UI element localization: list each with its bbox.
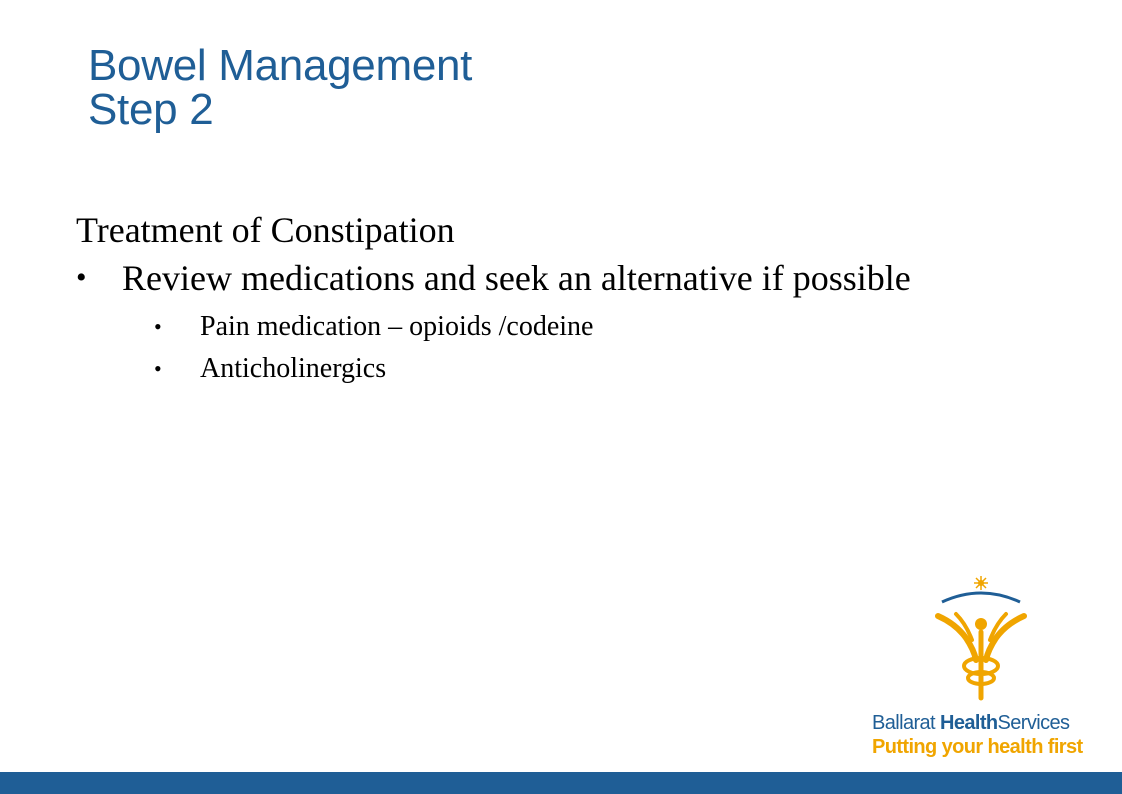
bullet-item	[76, 256, 976, 300]
sub-bullet-text: Anticholinergics	[200, 353, 387, 384]
slide-title-line-1: Bowel Management	[88, 41, 473, 90]
sub-bullet-list	[76, 306, 976, 390]
slide-title	[88, 41, 473, 134]
organization-name: Ballarat HealthServices	[872, 712, 1070, 734]
ballarat-health-services-figure-icon	[926, 574, 1036, 706]
sub-bullet-text: Pain medication – opioids /codeine	[200, 311, 594, 342]
sub-bullet-dot-icon: •	[154, 356, 162, 381]
slide-body	[76, 206, 976, 390]
footer-bar	[0, 772, 1122, 794]
sub-bullet-item	[76, 348, 976, 390]
body-heading: Treatment of Constipation	[76, 210, 455, 250]
organization-tagline: Putting your health first	[872, 736, 1083, 758]
bullet-dot-icon: •	[76, 261, 87, 294]
slide-title-line-2: Step 2	[88, 85, 214, 134]
bullet-text: Review medications and seek an alternative if possible	[122, 258, 911, 298]
sub-bullet-dot-icon: •	[154, 314, 162, 339]
sub-bullet-item	[76, 306, 976, 348]
organization-logo	[868, 574, 1098, 764]
